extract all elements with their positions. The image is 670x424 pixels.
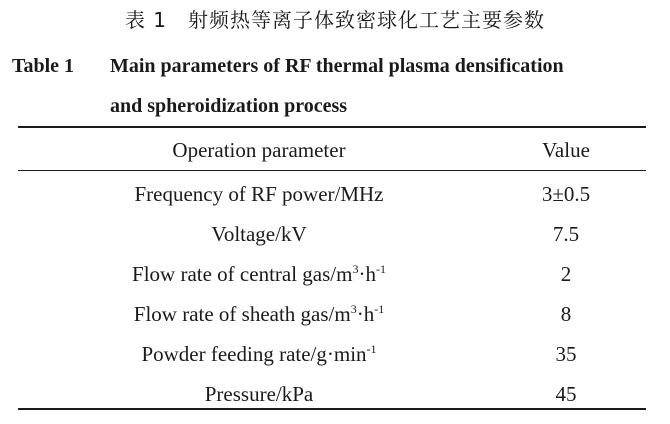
value-cell: 2: [560, 261, 572, 286]
param-text: Voltage/kV: [211, 221, 307, 246]
table-body: [18, 174, 646, 414]
value-cell: 8: [560, 301, 572, 326]
table-caption-english: [12, 46, 662, 126]
value-cell: 7.5: [552, 221, 580, 246]
param-superscript: -1: [366, 341, 377, 356]
table-header-rule: [18, 170, 646, 171]
param-superscript: 3: [350, 301, 357, 316]
table-caption-chinese: 表 1 射频热等离子体致密球化工艺主要参数: [124, 8, 546, 32]
param-text: Flow rate of sheath gas/m: [133, 301, 351, 326]
header-value: Value: [542, 137, 590, 162]
param-superscript: -1: [375, 261, 386, 276]
param-text: Powder feeding rate/g·min: [141, 341, 367, 366]
value-cell: 35: [555, 341, 577, 366]
param-text: Frequency of RF power/MHz: [134, 181, 384, 206]
value-cell: 45: [555, 381, 577, 406]
table-row: [18, 374, 646, 414]
table-row: [18, 334, 646, 374]
caption-line-1: [12, 46, 662, 86]
param-cell: [18, 222, 500, 247]
table-row: [18, 174, 646, 214]
param-superscript: -1: [374, 301, 385, 316]
header-operation-parameter: Operation parameter: [172, 137, 346, 162]
table-label: Table 1: [12, 55, 75, 77]
table-header-row: [18, 130, 646, 170]
param-unit-text: ·h: [356, 301, 375, 326]
param-text: Flow rate of central gas/m: [132, 261, 353, 286]
param-cell: [18, 382, 500, 407]
caption-title-part-1: Main parameters of RF thermal plasma densification: [110, 55, 564, 77]
param-cell: [18, 302, 500, 327]
caption-title-part-2: and spheroidization process: [110, 95, 348, 117]
table-row: [18, 294, 646, 334]
param-cell: [18, 182, 500, 207]
param-superscript: 3: [352, 261, 359, 276]
param-cell: [18, 262, 500, 287]
table-top-rule: [18, 126, 646, 128]
param-text: Pressure/kPa: [204, 381, 314, 406]
table-row: [18, 214, 646, 254]
param-unit-text: ·h: [358, 261, 376, 286]
param-cell: [18, 342, 500, 367]
value-cell: 3±0.5: [541, 181, 591, 206]
table-row: [18, 254, 646, 294]
